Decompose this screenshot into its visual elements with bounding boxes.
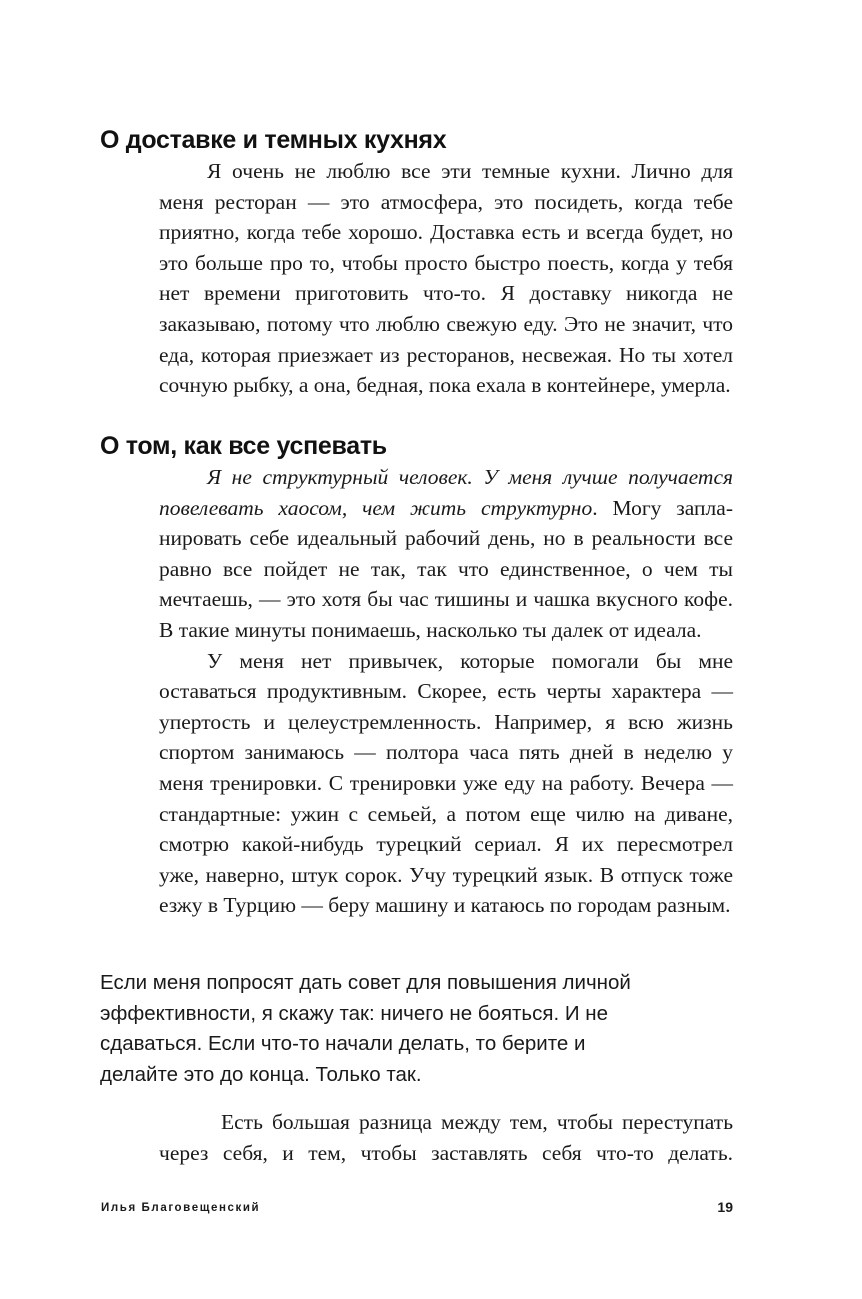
section-body-time-management <box>159 462 733 921</box>
paragraph-text: Я очень не люблю все эти темные кухни. Лично для меня ресторан — это атмосфера, это посидеть, когда тебе приятно, когда тебе хорошо. Доставка есть и всегда будет, но это больше про то, чтобы просто быстро поесть, когда у тебя нет времени приготовить что-то. Я доставку никогда не заказываю, потому что люблю свежую еду. Это не значит, что еда, которая приезжает из ресторанов, несвежая. Но ты хотел сочную рыбку, а она, бедная, пока ехала в контейнере, умерла. <box>159 159 733 398</box>
paragraph <box>159 646 733 921</box>
paragraph-text: . Могу запланировать себе идеальный рабочий день, но в реальности все равно все пойдет не так, так что единственное, о чем ты мечтаешь, — это хотя бы час тишины и чашка вкусного кофе. В такие минуты понимаешь, насколько ты далек от идеала. <box>159 495 733 642</box>
paragraph <box>159 156 733 401</box>
page-number: 19 <box>717 1199 733 1215</box>
closing-paragraph: Есть большая разница между тем, чтобы переступать через себя, и тем, чтобы заставлять себя что-то делать. <box>159 1110 733 1165</box>
footer-author-name: Илья Благовещенский <box>101 1202 261 1214</box>
advice-quote: Если меня попросят дать совет для повышения личной эффективности, я скажу так: ничего не бояться. И не сдаваться. Если что-то начали делать, то берите и делайте это до конца. Только так. <box>100 971 631 1086</box>
paragraph <box>159 462 733 646</box>
section-body-delivery <box>159 156 733 401</box>
paragraph-italic: Я не структурный человек. У меня лучше получается повелевать хаосом, чем жить структурно <box>159 465 733 520</box>
paragraph-text: У меня нет привычек, которые помогали бы мне оставаться продуктивным. Скорее, есть черты характера — упертость и целеустремленность. Например, я всю жизнь спортом занимаюсь — полтора часа пять дней в неделю у меня тренировки. С тренировки уже еду на работу. Вечера — стандартные: ужин с семьей, а потом еще чилю на диване, смотрю какой-нибудь турецкий сериал. Я их пересмотрел уже, наверно, штук сорок. Учу турецкий язык. В отпуск тоже езжу в Турцию — беру машину и катаюсь по городам разным. <box>159 648 733 918</box>
section-heading-time-management: О том, как все успевать <box>100 432 387 460</box>
section-heading-delivery: О доставке и темных кухнях <box>100 126 447 154</box>
